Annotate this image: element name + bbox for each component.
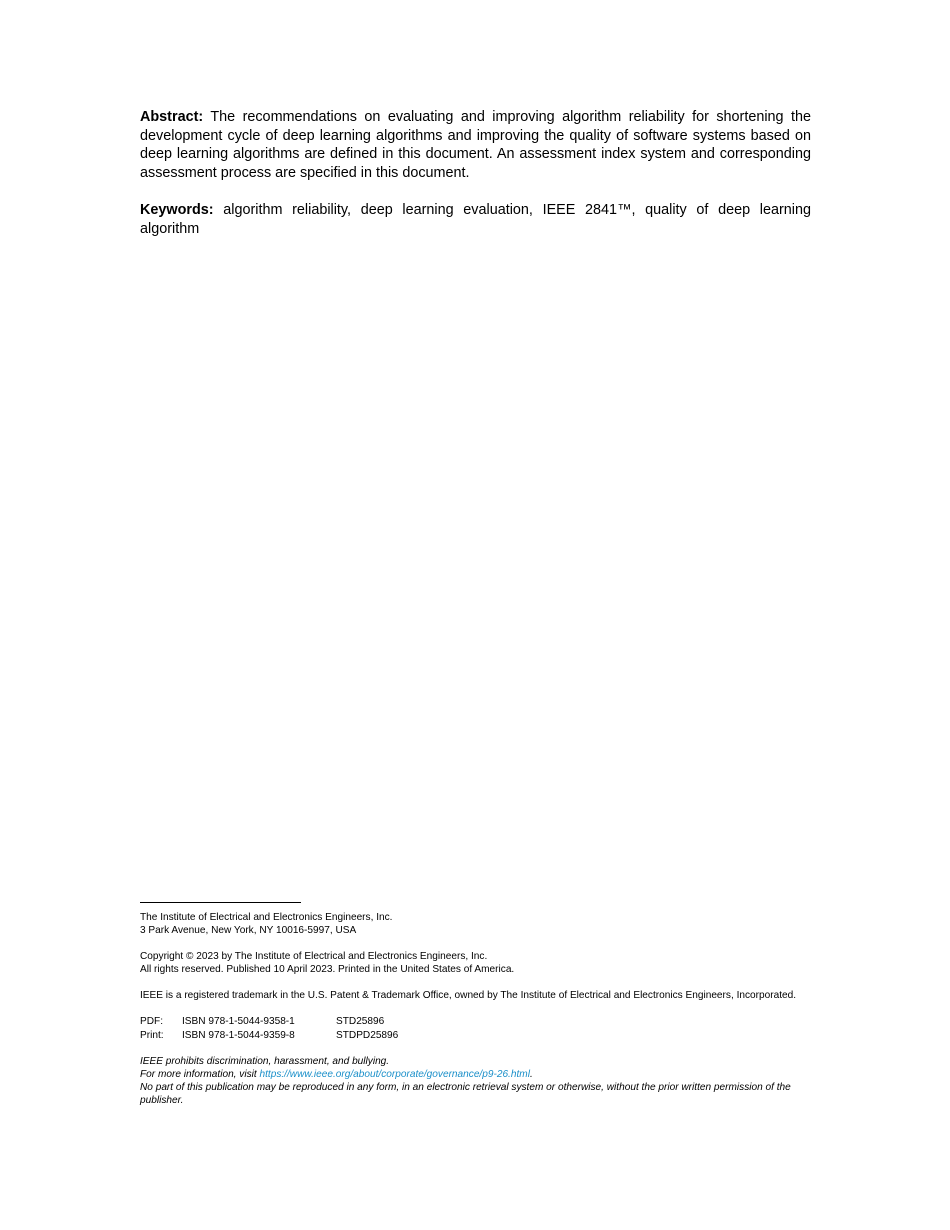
prohibits-line: IEEE prohibits discrimination, harassment, and bullying. xyxy=(140,1055,390,1067)
publication-footer xyxy=(140,902,811,1120)
isbn-number: ISBN 978-1-5044-9359-8 xyxy=(182,1029,295,1041)
legal-notice xyxy=(140,1055,811,1107)
isbn-row xyxy=(140,1015,398,1028)
trademark-notice: IEEE is a registered trademark in the U.S. Patent & Trademark Office, owned by The Institute of Electrical and Electronics Engineers, Incorporated. xyxy=(140,990,797,1002)
copyright-line: Copyright © 2023 by The Institute of Electrical and Electronics Engineers, Inc. xyxy=(140,951,488,963)
isbn-format: Print: xyxy=(140,1029,164,1041)
isbn-format: PDF: xyxy=(140,1016,163,1028)
isbn-row xyxy=(140,1029,398,1042)
isbn-code: STD25896 xyxy=(336,1016,385,1028)
abstract-paragraph xyxy=(140,108,811,182)
keywords-label: Keywords: xyxy=(140,201,214,218)
footer-divider xyxy=(140,902,301,903)
publisher-block xyxy=(140,911,811,937)
keywords-paragraph xyxy=(140,201,811,238)
abstract-label: Abstract: xyxy=(140,109,204,125)
abstract-text: The recommendations on evaluating and improving algorithm reliability for shortening the development cycle of deep learning algorithms and improving the quality of software systems based on deep learning algorithms are defined in this document. An assessment index system and corresponding assessment process are specified in this document. xyxy=(140,109,811,181)
isbn-number: ISBN 978-1-5044-9358-1 xyxy=(182,1016,295,1028)
more-info-suffix: . xyxy=(529,1068,533,1080)
publisher-name: The Institute of Electrical and Electronics Engineers, Inc. xyxy=(140,912,393,923)
more-info-prefix: For more information, visit xyxy=(140,1068,260,1080)
copyright-block xyxy=(140,950,811,976)
isbn-table xyxy=(140,1015,398,1041)
rights-line: All rights reserved. Published 10 April 2023. Printed in the United States of America. xyxy=(140,964,515,976)
governance-link[interactable]: https://www.ieee.org/about/corporate/governance/p9-26.html xyxy=(259,1068,530,1080)
reproduction-notice: No part of this publication may be reproduced in any form, in an electronic retrieval system or otherwise, without the prior written permission of the publisher. xyxy=(140,1081,791,1106)
abstract-section xyxy=(140,108,811,238)
isbn-code: STDPD25896 xyxy=(336,1029,399,1041)
keywords-text: algorithm reliability, deep learning evaluation, IEEE 2841™, quality of deep learning algorithm xyxy=(140,201,811,237)
publisher-address: 3 Park Avenue, New York, NY 10016-5997, USA xyxy=(140,925,357,937)
